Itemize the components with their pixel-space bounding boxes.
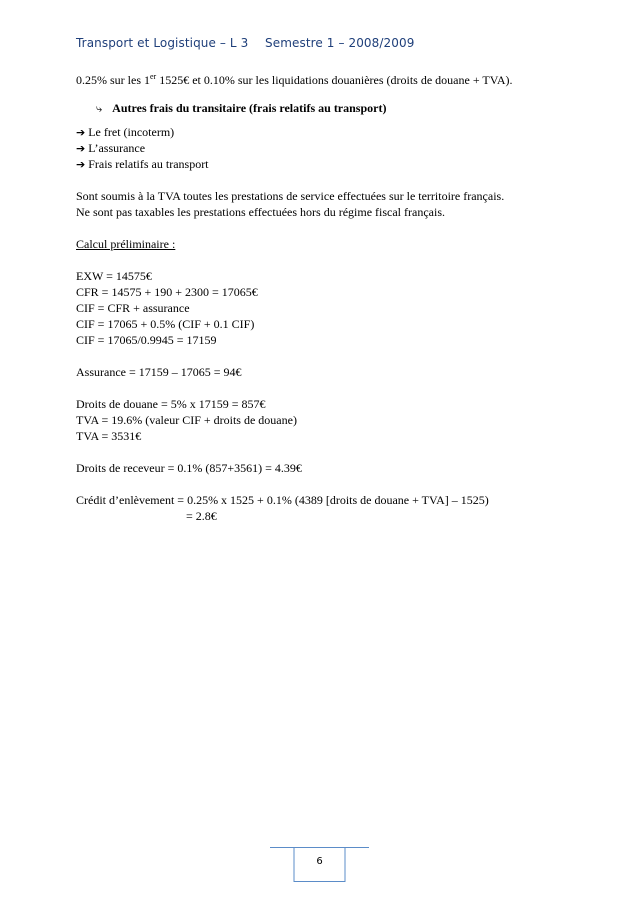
calc-title: Calcul préliminaire : — [76, 237, 176, 251]
header-semester: Semestre 1 – 2008/2009 — [265, 36, 415, 50]
page-number: 6 — [316, 856, 323, 867]
curved-arrow-icon: ⤷ — [96, 102, 103, 115]
section-heading-text: Autres frais du transitaire (frais relatifs au transport) — [112, 101, 387, 115]
right-arrow-icon: ➔ — [76, 158, 86, 171]
bullet-text: Frais relatifs au transport — [88, 157, 209, 171]
calc-line: EXW = 14575€ — [76, 269, 152, 283]
header-course: Transport et Logistique – L 3 — [76, 36, 249, 50]
tva-paragraph-line: Sont soumis à la TVA toutes les prestations de service effectuées sur le territoire français. — [76, 189, 505, 203]
credit-line: Crédit d’enlèvement = 0.25% x 1525 + 0.1% (4389 [droits de douane + TVA] – 1525) — [76, 493, 489, 507]
document-body — [76, 72, 576, 524]
bullet-text: Le fret (incoterm) — [88, 125, 175, 139]
right-arrow-icon: ➔ — [76, 142, 86, 155]
droits-line: Droits de douane = 5% x 17159 = 857€ — [76, 397, 266, 411]
receveur-line: Droits de receveur = 0.1% (857+3561) = 4.39€ — [76, 461, 302, 475]
intro-text-part1: 0.25% sur les 1 — [76, 73, 150, 87]
bullet-item — [76, 140, 576, 156]
bullet-item — [76, 124, 576, 140]
section-heading — [76, 100, 576, 116]
bullet-item — [76, 156, 576, 172]
assurance-line: Assurance = 17159 – 17065 = 94€ — [76, 365, 242, 379]
droits-line: TVA = 3531€ — [76, 429, 142, 443]
page-header — [76, 36, 415, 50]
calc-line: CIF = 17065/0.9945 = 17159 — [76, 333, 217, 347]
calc-line: CFR = 14575 + 190 + 2300 = 17065€ — [76, 285, 258, 299]
intro-superscript: er — [150, 72, 157, 81]
calc-line: CIF = 17065 + 0.5% (CIF + 0.1 CIF) — [76, 317, 255, 331]
intro-line — [76, 72, 576, 88]
droits-line: TVA = 19.6% (valeur CIF + droits de douane) — [76, 413, 297, 427]
page-number-tab — [270, 847, 369, 883]
tva-paragraph-line: Ne sont pas taxables les prestations effectuées hors du régime fiscal français. — [76, 205, 445, 219]
credit-line-result: = 2.8€ — [186, 509, 217, 523]
right-arrow-icon: ➔ — [76, 126, 86, 139]
intro-text-part2: 1525€ et 0.10% sur les liquidations douanières (droits de douane + TVA). — [156, 73, 513, 87]
calc-line: CIF = CFR + assurance — [76, 301, 190, 315]
bullet-text: L’assurance — [88, 141, 146, 155]
